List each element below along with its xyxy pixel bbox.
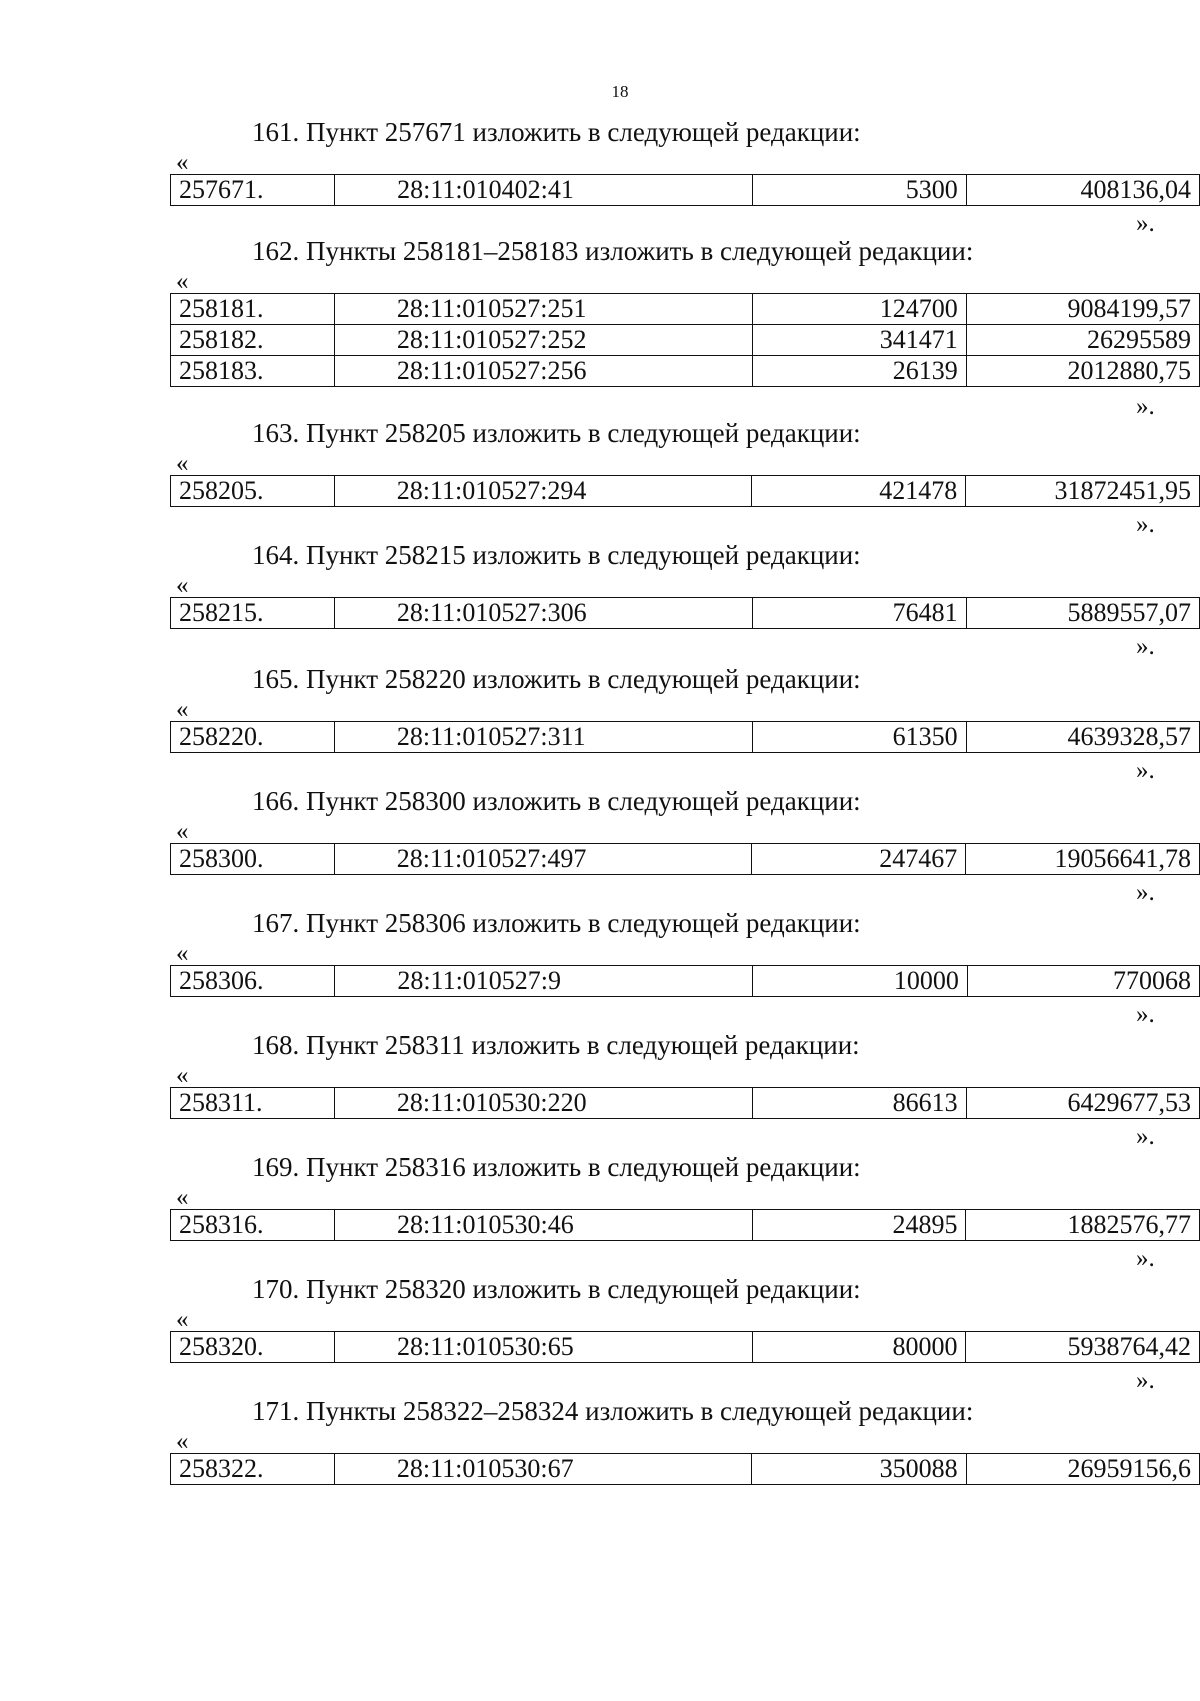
area-cell: 10000 bbox=[753, 966, 967, 997]
value-cell: 770068 bbox=[967, 966, 1199, 997]
area-cell: 80000 bbox=[752, 1332, 966, 1363]
cadastral-number-cell: 28:11:010530:220 bbox=[334, 1088, 752, 1119]
cadastral-number-cell: 28:11:010527:256 bbox=[334, 356, 752, 387]
table-row bbox=[171, 1332, 1200, 1363]
table-row bbox=[171, 1088, 1200, 1119]
table-row bbox=[171, 722, 1200, 753]
value-cell: 31872451,95 bbox=[966, 476, 1200, 507]
item-number-cell: 258215. bbox=[171, 598, 335, 629]
value-cell: 408136,04 bbox=[966, 175, 1199, 206]
item-number-cell: 258322. bbox=[171, 1454, 335, 1485]
item-number-cell: 258182. bbox=[171, 325, 335, 356]
amendment-table bbox=[170, 597, 1200, 629]
amendment-table bbox=[170, 174, 1200, 206]
opening-quote: « bbox=[176, 696, 189, 723]
area-cell: 124700 bbox=[752, 294, 966, 325]
closing-quote: ». bbox=[1136, 633, 1155, 660]
amendment-table bbox=[170, 1331, 1200, 1363]
item-number-cell: 258316. bbox=[171, 1210, 335, 1241]
opening-quote: « bbox=[176, 940, 189, 967]
amendment-table bbox=[170, 843, 1200, 875]
area-cell: 421478 bbox=[752, 476, 966, 507]
value-cell: 6429677,53 bbox=[966, 1088, 1199, 1119]
cadastral-number-cell: 28:11:010530:65 bbox=[334, 1332, 752, 1363]
cadastral-number-cell: 28:11:010527:294 bbox=[334, 476, 752, 507]
cadastral-number-cell: 28:11:010527:311 bbox=[334, 722, 752, 753]
area-cell: 5300 bbox=[753, 175, 966, 206]
closing-quote: ». bbox=[1136, 1123, 1155, 1150]
closing-quote: ». bbox=[1136, 511, 1155, 538]
area-cell: 350088 bbox=[752, 1454, 966, 1485]
table-row bbox=[171, 598, 1200, 629]
table-row bbox=[171, 1210, 1200, 1241]
amendment-table bbox=[170, 721, 1200, 753]
item-number-cell: 258320. bbox=[171, 1332, 335, 1363]
cadastral-number-cell: 28:11:010527:9 bbox=[335, 966, 753, 997]
amendment-heading: 162. Пункты 258181–258183 изложить в следующей редакции: bbox=[252, 236, 974, 266]
amendment-heading: 166. Пункт 258300 изложить в следующей редакции: bbox=[252, 786, 861, 816]
item-number-cell: 258306. bbox=[171, 966, 335, 997]
opening-quote: « bbox=[176, 1428, 189, 1455]
amendment-heading: 168. Пункт 258311 изложить в следующей редакции: bbox=[252, 1030, 860, 1060]
closing-quote: ». bbox=[1136, 1245, 1155, 1272]
opening-quote: « bbox=[176, 1062, 189, 1089]
amendment-table bbox=[170, 965, 1200, 997]
closing-quote: ». bbox=[1136, 879, 1155, 906]
area-cell: 61350 bbox=[753, 722, 967, 753]
opening-quote: « bbox=[176, 1306, 189, 1333]
cadastral-number-cell: 28:11:010527:251 bbox=[334, 294, 752, 325]
area-cell: 24895 bbox=[752, 1210, 966, 1241]
item-number-cell: 258311. bbox=[171, 1088, 335, 1119]
table-row bbox=[171, 175, 1200, 206]
amendment-table bbox=[170, 1087, 1200, 1119]
value-cell: 26959156,6 bbox=[966, 1454, 1199, 1485]
closing-quote: ». bbox=[1136, 1367, 1155, 1394]
cadastral-number-cell: 28:11:010527:252 bbox=[334, 325, 752, 356]
amendment-table bbox=[170, 475, 1200, 507]
opening-quote: « bbox=[176, 572, 189, 599]
item-number-cell: 258181. bbox=[171, 294, 335, 325]
value-cell: 4639328,57 bbox=[966, 722, 1199, 753]
opening-quote: « bbox=[176, 450, 189, 477]
opening-quote: « bbox=[176, 268, 189, 295]
amendment-heading: 161. Пункт 257671 изложить в следующей редакции: bbox=[252, 117, 861, 147]
closing-quote: ». bbox=[1136, 210, 1155, 237]
value-cell: 26295589 bbox=[966, 325, 1199, 356]
closing-quote: ». bbox=[1136, 1001, 1155, 1028]
table-row bbox=[171, 325, 1200, 356]
cadastral-number-cell: 28:11:010530:46 bbox=[334, 1210, 752, 1241]
table-row bbox=[171, 356, 1200, 387]
amendment-table bbox=[170, 293, 1200, 387]
area-cell: 341471 bbox=[752, 325, 966, 356]
table-row bbox=[171, 844, 1200, 875]
amendment-heading: 171. Пункты 258322–258324 изложить в следующей редакции: bbox=[252, 1396, 974, 1426]
item-number-cell: 258205. bbox=[171, 476, 335, 507]
value-cell: 19056641,78 bbox=[966, 844, 1200, 875]
item-number-cell: 257671. bbox=[171, 175, 335, 206]
cadastral-number-cell: 28:11:010530:67 bbox=[334, 1454, 752, 1485]
value-cell: 1882576,77 bbox=[966, 1210, 1200, 1241]
item-number-cell: 258300. bbox=[171, 844, 335, 875]
opening-quote: « bbox=[176, 1184, 189, 1211]
cadastral-number-cell: 28:11:010527:497 bbox=[334, 844, 752, 875]
amendment-table bbox=[170, 1209, 1200, 1241]
area-cell: 76481 bbox=[753, 598, 966, 629]
table-row bbox=[171, 294, 1200, 325]
amendment-heading: 169. Пункт 258316 изложить в следующей редакции: bbox=[252, 1152, 861, 1182]
value-cell: 5938764,42 bbox=[966, 1332, 1200, 1363]
item-number-cell: 258183. bbox=[171, 356, 335, 387]
item-number-cell: 258220. bbox=[171, 722, 335, 753]
table-row bbox=[171, 1454, 1200, 1485]
amendment-heading: 165. Пункт 258220 изложить в следующей редакции: bbox=[252, 664, 861, 694]
value-cell: 9084199,57 bbox=[966, 294, 1199, 325]
closing-quote: ». bbox=[1136, 393, 1155, 420]
opening-quote: « bbox=[176, 818, 189, 845]
amendment-heading: 170. Пункт 258320 изложить в следующей редакции: bbox=[252, 1274, 861, 1304]
amendment-heading: 164. Пункт 258215 изложить в следующей редакции: bbox=[252, 540, 861, 570]
amendment-table bbox=[170, 1453, 1200, 1485]
page-number: 18 bbox=[611, 82, 629, 101]
table-row bbox=[171, 966, 1200, 997]
amendment-heading: 163. Пункт 258205 изложить в следующей редакции: bbox=[252, 418, 861, 448]
cadastral-number-cell: 28:11:010402:41 bbox=[335, 175, 753, 206]
cadastral-number-cell: 28:11:010527:306 bbox=[334, 598, 752, 629]
value-cell: 2012880,75 bbox=[966, 356, 1199, 387]
opening-quote: « bbox=[176, 149, 189, 176]
closing-quote: ». bbox=[1136, 757, 1155, 784]
area-cell: 86613 bbox=[753, 1088, 967, 1119]
table-row bbox=[171, 476, 1200, 507]
area-cell: 247467 bbox=[752, 844, 966, 875]
area-cell: 26139 bbox=[752, 356, 966, 387]
amendment-heading: 167. Пункт 258306 изложить в следующей редакции: bbox=[252, 908, 861, 938]
value-cell: 5889557,07 bbox=[966, 598, 1199, 629]
